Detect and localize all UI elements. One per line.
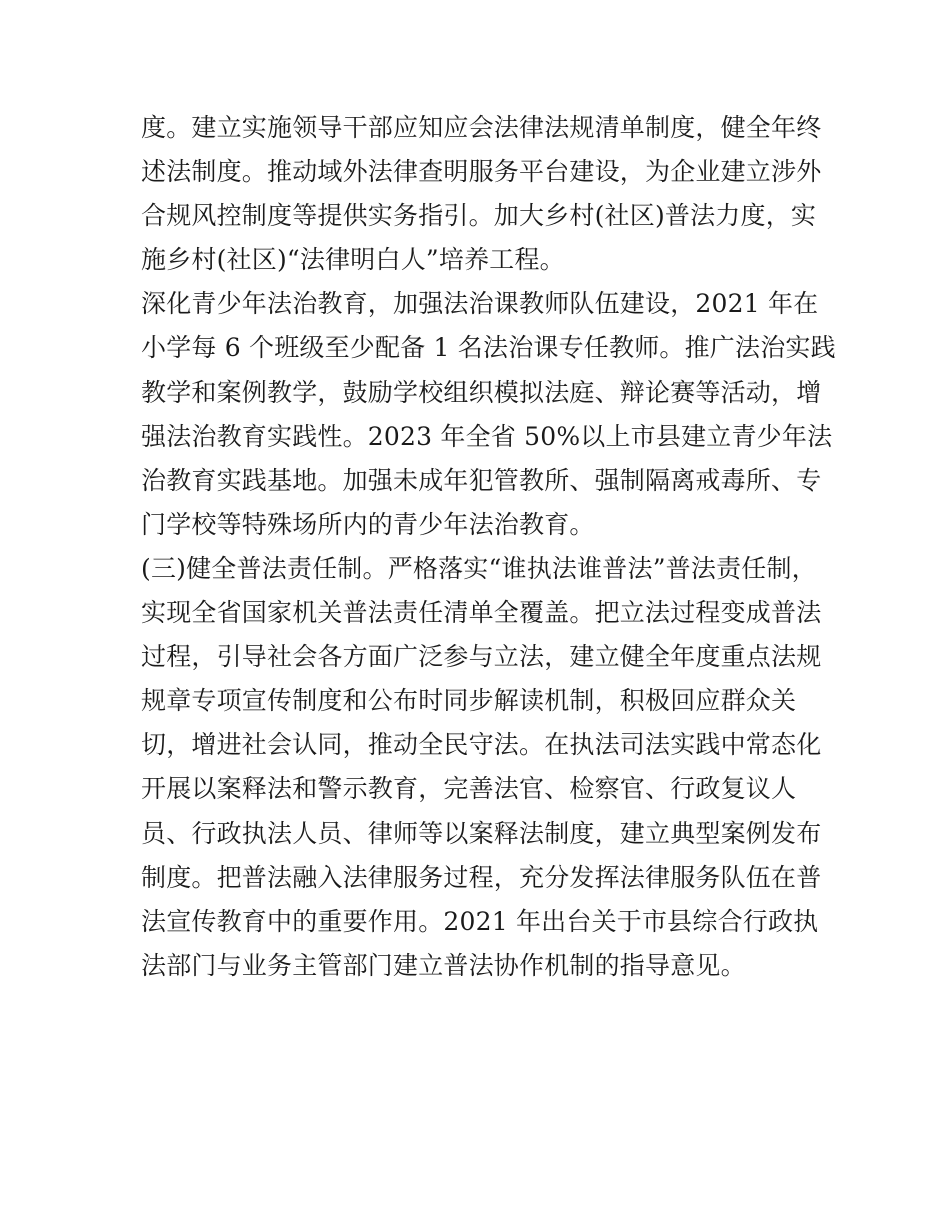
text-line: 切，增进社会认同，推动全民守法。在执法司法实践中常态化: [141, 730, 822, 760]
text-line: 治教育实践基地。加强未成年犯管教所、强制隔离戒毒所、专: [141, 465, 822, 495]
text-line: 过程，引导社会各方面广泛参与立法，建立健全年度重点法规: [141, 642, 822, 672]
text-line: 制度。把普法融入法律服务过程，充分发挥法律服务队伍在普: [141, 862, 822, 892]
text-line: 教学和案例教学，鼓励学校组织模拟法庭、辩论赛等活动，增: [141, 377, 822, 407]
text-line: 述法制度。推动域外法律查明服务平台建设，为企业建立涉外: [141, 157, 822, 187]
text-line: 法部门与业务主管部门建立普法协作机制的指导意见。: [141, 950, 746, 980]
text-line: 实现全省国家机关普法责任清单全覆盖。把立法过程变成普法: [141, 598, 822, 628]
text-line: 员、行政执法人员、律师等以案释法制度，建立典型案例发布: [141, 818, 822, 848]
text-line: 门学校等特殊场所内的青少年法治教育。: [141, 509, 595, 539]
text-line: 施乡村(社区)“法律明白人”培养工程。: [141, 245, 565, 275]
text-line: 小学每 6 个班级至少配备 1 名法治课专任教师。推广法治实践: [141, 333, 836, 363]
text-line: 法宣传教育中的重要作用。2021 年出台关于市县综合行政执: [141, 906, 819, 936]
document-body: [141, 106, 836, 988]
text-line: 度。建立实施领导干部应知应会法律法规清单制度，健全年终: [141, 113, 822, 142]
text-line: 合规风控制度等提供实务指引。加大乡村(社区)普法力度，实: [141, 201, 817, 231]
text-line: 强法治教育实践性。2023 年全省 50%以上市县建立青少年法: [141, 421, 833, 451]
text-line: 开展以案释法和警示教育，完善法官、检察官、行政复议人: [141, 774, 797, 804]
text-line: 规章专项宣传制度和公布时同步解读机制，积极回应群众关: [141, 686, 797, 716]
text-line: (三)健全普法责任制。严格落实“谁执法谁普法”普法责任制，: [141, 553, 817, 583]
text-line: 深化青少年法治教育，加强法治课教师队伍建设，2021 年在: [141, 289, 819, 319]
